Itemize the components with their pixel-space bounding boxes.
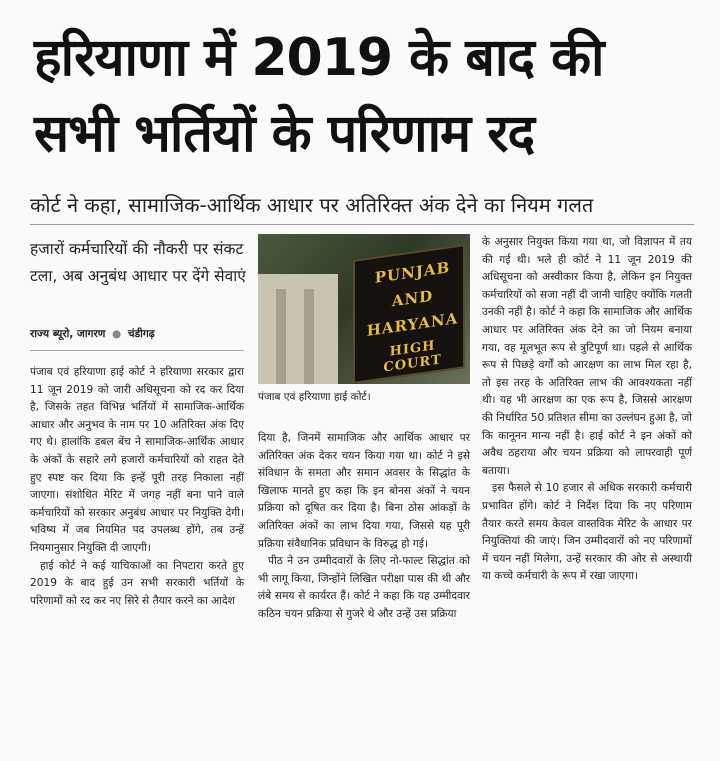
- subheadline: कोर्ट ने कहा, सामाजिक-आर्थिक आधार पर अतिरिक्त अंक देने का नियम गलत: [30, 193, 594, 217]
- building-pillar: [304, 289, 314, 384]
- sign-line: AND: [391, 286, 434, 311]
- column-1: [30, 364, 244, 610]
- building-wall: [258, 274, 338, 384]
- kicker: हजारों कर्मचारियों की नौकरी पर संकट टला, अब अनुबंध आधार पर देंगे सेवाएं: [30, 240, 246, 285]
- bullet-icon: ●: [112, 328, 122, 340]
- byline: [30, 327, 246, 341]
- court-signboard: [353, 244, 465, 384]
- court-photo: [258, 234, 470, 384]
- paragraph: पंजाब एवं हरियाणा हाई कोर्ट ने हरियाणा सरकार द्वारा 11 जून 2019 को जारी अधिसूचना को रद कर दिया है, जिसके तहत विभिन्न भर्तियों में सामाजिक-आर्थिक आधार और अनुभव के नाम पर 10 अतिरिक्त अंक दिए गए थे। हालांकि डबल बेंच ने सामाजिक-आर्थिक आधार के अंकों के सहारे लगे हजारों कर्मचारियों को राहत देते हुए स्पष्ट कर दिया कि इन्हें पूरी तरह निकाला नहीं जाएगा। संशोधित मेरिट में जगह नहीं बना पाने वाले कर्मचारियों को सरकार अनुबंध आधार पर नियुक्ति देगी। भविष्य में जब नियमित पद उपलब्ध होंगे, तब उन्हें नियमानुसार नियुक्ति दी जाएगी।: [30, 366, 244, 554]
- column-2: [258, 430, 470, 624]
- divider: [30, 224, 694, 225]
- divider: [30, 350, 244, 351]
- paragraph: दिया है, जिनमें सामाजिक और आर्थिक आधार पर अतिरिक्त अंक देकर चयन किया गया था। कोर्ट ने इसे संविधान के समता और समान अवसर के सिद्धांत के खिलाफ मानते हुए कहा कि इन बोनस अंकों ने चयन प्रक्रिया को दूषित कर दिया है। बिना ठोस आंकड़ों के अतिरिक्त अंकों का लाभ दिया गया, जिससे यह पूरी प्रक्रिया संवैधानिक प्रविधान के विरुद्ध हो गई।: [258, 432, 470, 550]
- headline: हरियाणा में 2019 के बाद की सभी भर्तियों के परिणाम रद: [34, 28, 604, 164]
- photo-caption: पंजाब एवं हरियाणा हाई कोर्ट।: [258, 391, 371, 403]
- sign-line: PUNJAB: [374, 258, 451, 287]
- paragraph: पीठ ने उन उम्मीदवारों के लिए नो-फाल्ट सिद्धांत को भी लागू किया, जिन्होंने लिखित परीक्षा पास की थी और लंबे समय से कार्यरत हैं। कोर्ट ने कहा कि यह उम्मीदवार कठिन चयन प्रक्रिया से गुजरे थे और उन्हें उस प्रक्रिया: [258, 555, 470, 620]
- sign-line: HARYANA: [366, 309, 459, 340]
- paragraph: हाई कोर्ट ने कई याचिकाओं का निपटारा करते हुए 2019 के बाद हुई उन सभी सरकारी भर्तियों के परिणामों को रद कर नए सिरे से तैयार करने का आदेश: [30, 559, 244, 607]
- paragraph: इस फैसले से 10 हजार से अधिक सरकारी कर्मचारी प्रभावित होंगे। कोर्ट ने निर्देश दिया कि नए परिणाम तैयार करते समय केवल वास्तविक मेरिट के आधार पर नियुक्तियां की जाएं। जिन उम्मीदवारों को नए परिणामों में चयन नहीं मिलेगा, उन्हें सरकार की ओर से अस्थायी या कच्चे कर्मचारी के रूप में रखा जाएगा।: [482, 482, 692, 583]
- column-3: [482, 234, 692, 586]
- sign-line: HIGH COURT: [383, 338, 442, 376]
- paragraph: के अनुसार नियुक्त किया गया था, जो विज्ञापन में तय की गई थी। भले ही कोर्ट ने 11 जून 2019 की अधिसूचना को अस्वीकार किया है, लेकिन इन नियुक्त कर्मचारियों को सजा नहीं दी जानी चाहिए क्योंकि गलती उनकी नहीं है। कोर्ट ने कहा कि सामाजिक और आर्थिक आधार पर अतिरिक्त अंक देने का जो नियम बनाया गया, वह मूलभूत रूप से त्रुटिपूर्ण था। पहले से आर्थिक रूप से पिछड़े वर्गों को आरक्षण का लाभ मिल रहा है, तो इस तरह के अतिरिक्त लाभ की आवश्यकता नहीं थी। यह भी आरक्षण का एक रूप है, जिससे आरक्षण की निर्धारित 50 प्रतिशत सीमा का उल्लंघन हुआ है, जो कि कानूनन मान्य नहीं है। हाई कोर्ट ने इन अंकों को अवैध ठहराया और चयन प्रक्रिया को लापरवाही पूर्ण बताया।: [482, 236, 692, 477]
- building-pillar: [276, 289, 286, 384]
- byline-source: राज्य ब्यूरो, जागरण: [30, 328, 106, 340]
- byline-place: चंडीगढ़: [127, 328, 155, 340]
